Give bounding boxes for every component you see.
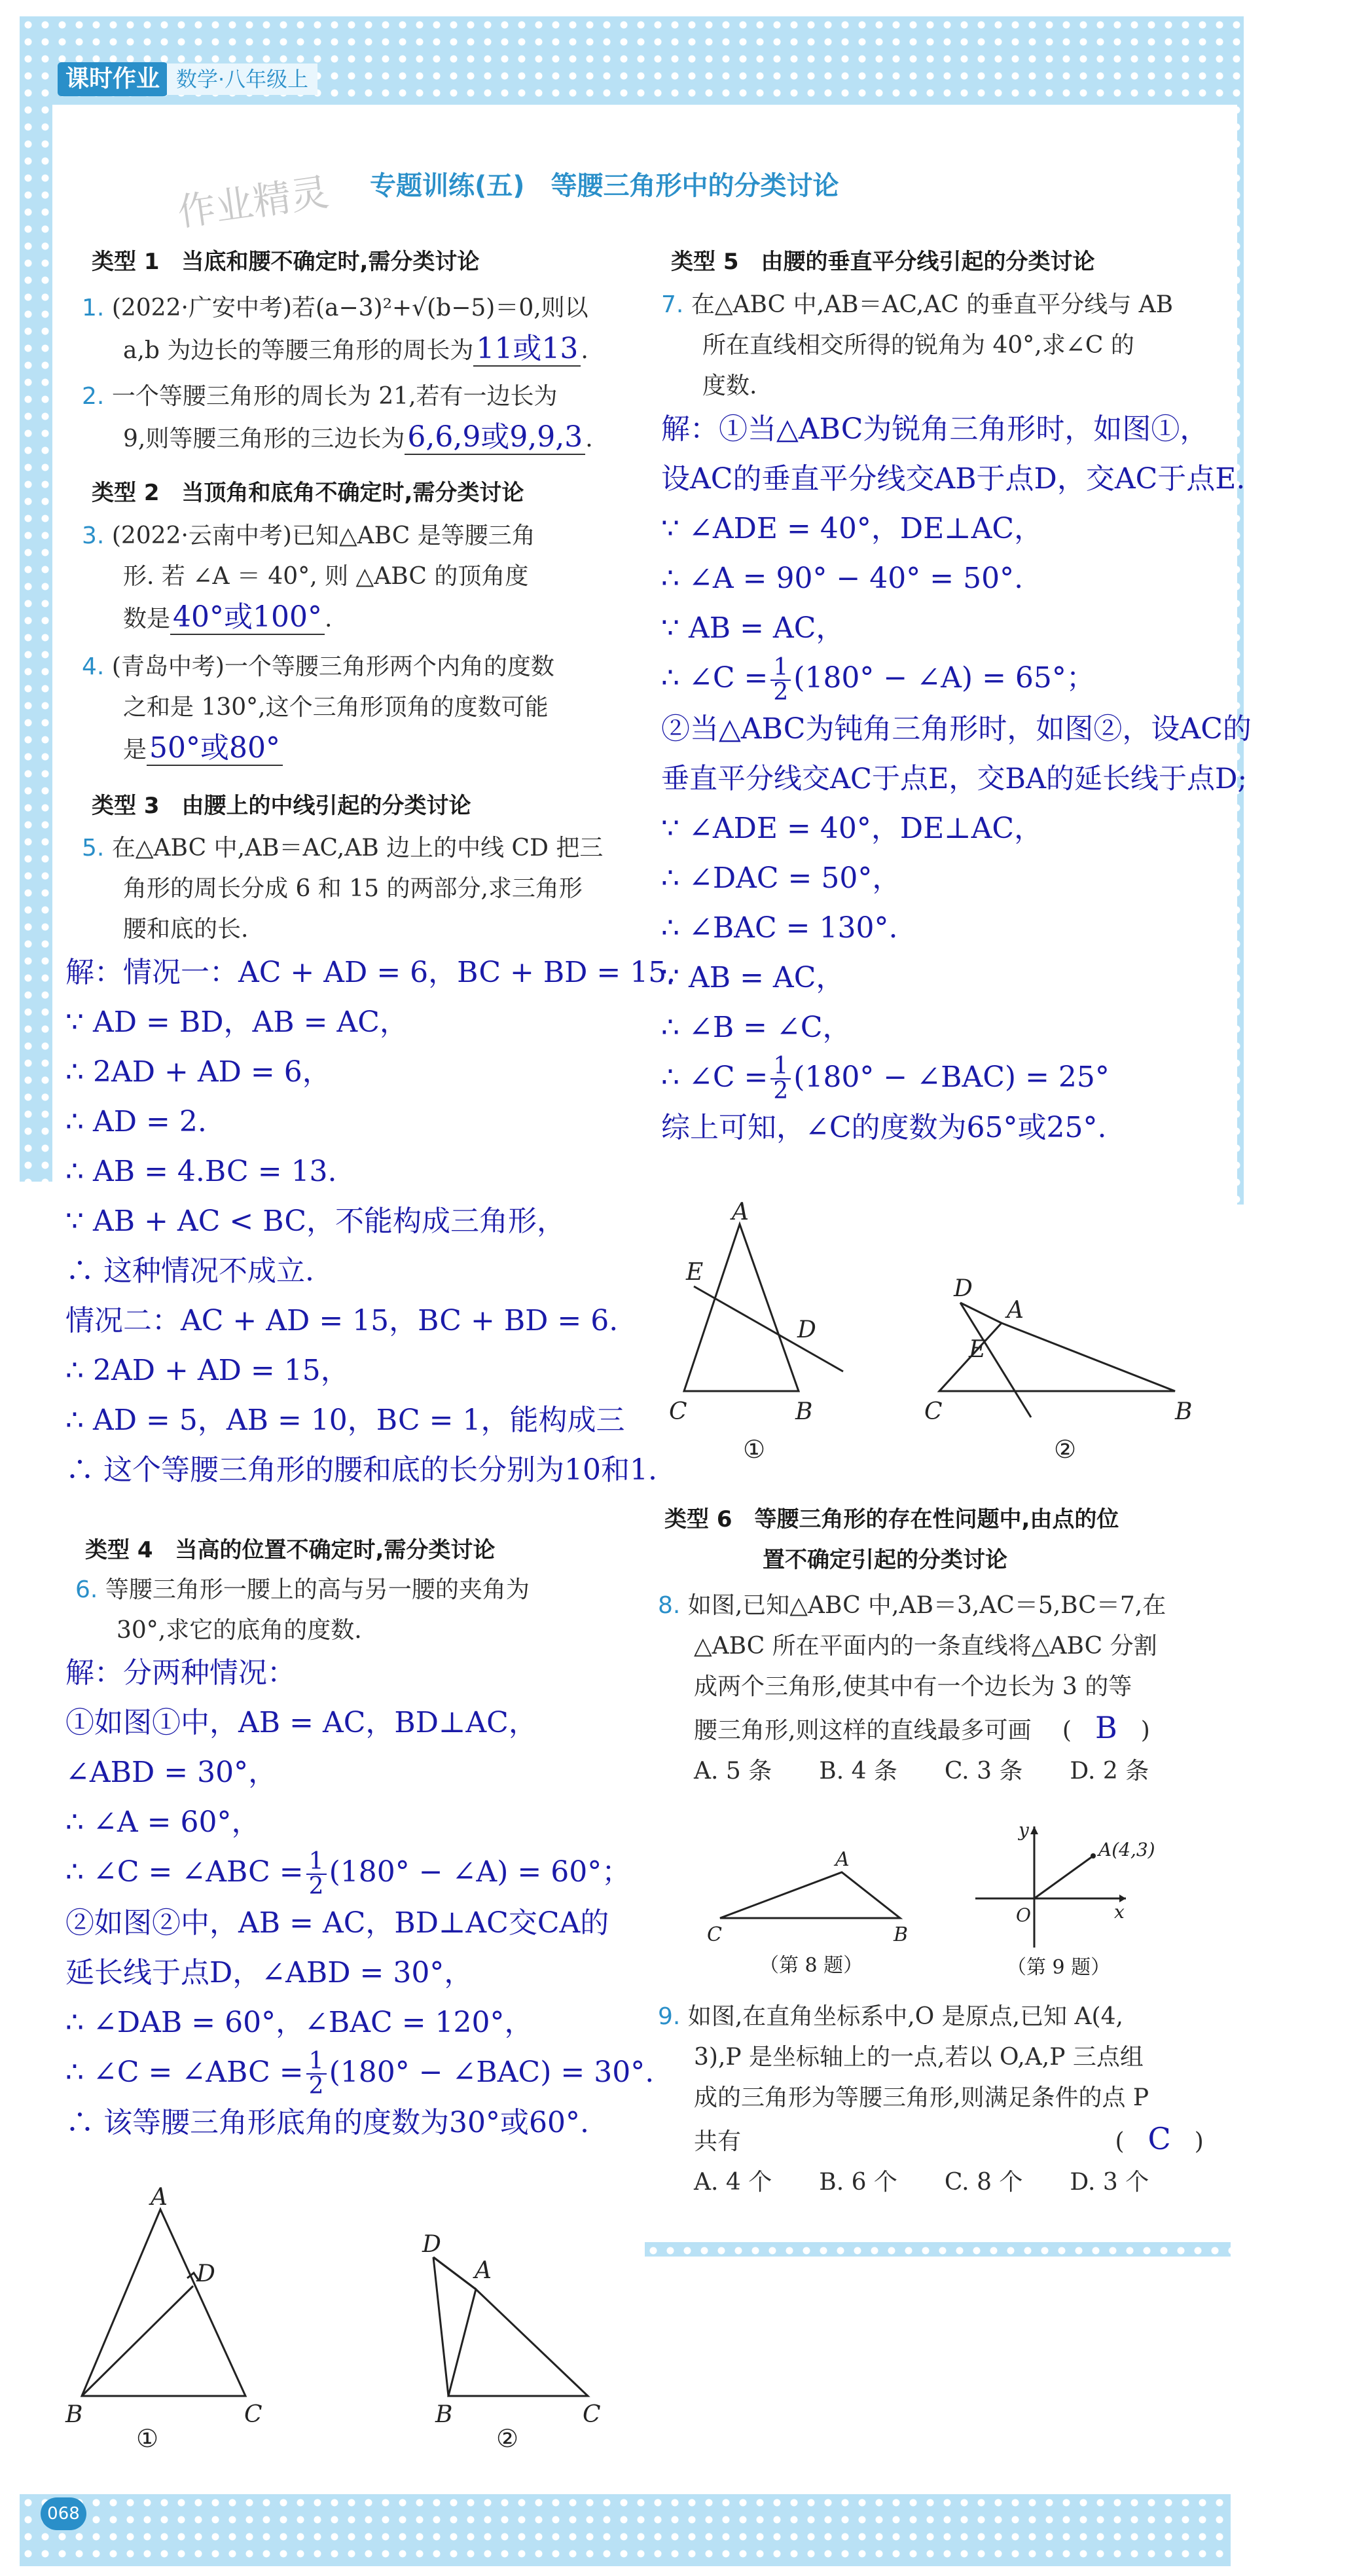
question-text: 共有 [694, 2128, 742, 2155]
label-a2: A [1007, 1297, 1024, 1324]
label-y: y [1019, 1819, 1029, 1841]
question-text: (2022·广安中考)若(a−3)²+√(b−5)＝0,则以 [111, 295, 588, 321]
label-a: A [732, 1199, 749, 1225]
watermark: 作业精灵 [175, 170, 332, 235]
answer-5 [65, 948, 676, 1495]
question-5 [82, 828, 645, 950]
answer-line: 解：①当△ABC为锐角三角形时，如图①， [661, 412, 1209, 446]
question-number: 5. [82, 835, 105, 862]
options: A. 5 条 B. 4 条 C. 3 条 D. 2 条 [694, 1758, 1149, 1785]
fraction: $\frac{1}{2}$ [770, 656, 791, 704]
y-arrow [1030, 1826, 1038, 1834]
label-point-a: A(4,3) [1098, 1839, 1155, 1860]
section-4-heading: 类型 4 当高的位置不确定时,需分类讨论 [85, 1537, 496, 1563]
answer-line: ∴ ∠DAC = 50°， [661, 861, 901, 895]
caption-1: ① [743, 1435, 766, 1464]
question-text: 在△ABC 中,AB＝AC,AC 的垂直平分线与 AB [691, 291, 1174, 318]
label-b: B [795, 1398, 813, 1425]
segment-da [433, 2257, 476, 2289]
answer-line: ∴ ∠DAB = 60°，∠BAC = 120°， [65, 2005, 533, 2039]
question-text: 成两个三角形,使其中有一个边长为 3 的等 [694, 1673, 1132, 1700]
answer-line: 综上可知，∠C的度数为65°或25°. [661, 1111, 1107, 1144]
question-text: 形. 若 ∠A ＝ 40°, 则 △ABC 的顶角度 [123, 563, 529, 590]
punctuation: . [585, 426, 593, 452]
caption-2: ② [1054, 1435, 1077, 1464]
label-b2: B [435, 2401, 453, 2428]
figure-9 [962, 1817, 1178, 1980]
question-text: 之和是 130°,这个三角形顶角的度数可能 [123, 694, 549, 721]
answer-line: ∴ AD = 5，AB = 10，BC = 1，能构成三 [65, 1404, 625, 1437]
question-number: 6. [75, 1576, 98, 1603]
question-text: 9,则等腰三角形的三边长为 [123, 426, 405, 452]
question-6 [75, 1570, 645, 1651]
point-a [1091, 1853, 1096, 1859]
triangle-abc [720, 1872, 900, 1918]
answer-line: 设AC的垂直平分线交AB于点D，交AC于点E. [661, 462, 1246, 496]
bottom-dot-band [20, 2494, 1231, 2566]
answer-line: 解：情况一：AC + AD = 6，BC + BD = 15. [65, 956, 676, 989]
answer-line: ∴ 2AD + AD = 15， [65, 1354, 350, 1387]
punctuation: . [325, 606, 333, 632]
label-x: x [1114, 1901, 1125, 1923]
answer-line: ∵ AD = BD，AB = AC， [65, 1006, 408, 1039]
question-number: 9. [658, 2003, 681, 2030]
punctuation: . [581, 337, 588, 364]
section-6-line-2: 置不确定引起的分类讨论 [763, 1547, 1007, 1573]
label-o: O [1016, 1904, 1031, 1926]
question-number: 2. [82, 383, 105, 410]
label-d2: D [954, 1275, 973, 1302]
perp-bisector-1 [694, 1286, 843, 1371]
fraction: $\frac{1}{2}$ [306, 2050, 327, 2098]
answer-line: ∴ ∠C = $\frac{1}{2}$ (180° − ∠A) = 65°； [661, 653, 1095, 706]
question-2 [82, 376, 645, 460]
answer-blank: 6,6,9或9,9,3 [405, 420, 585, 455]
answer-line: ∴ 该等腰三角形底角的度数为30°或60°. [65, 2106, 589, 2139]
answer-line: ∴ ∠C = $\frac{1}{2}$ (180° − ∠BAC) = 25° [661, 1053, 1110, 1104]
triangle-1 [684, 1224, 799, 1391]
question-text: 腰和底的长. [123, 916, 249, 943]
question-text: 如图,已知△ABC 中,AB＝3,AC＝5,BC＝7,在 [687, 1592, 1166, 1619]
section-1-heading: 类型 1 当底和腰不确定时,需分类讨论 [92, 249, 480, 275]
altitude-bd-2 [433, 2257, 448, 2396]
answer-line: ∵ AB = AC， [661, 611, 845, 645]
answer-line: ∴ ∠BAC = 130°. [661, 911, 898, 945]
answer-line: ∵ AB = AC， [661, 960, 845, 994]
label-a: A [835, 1848, 850, 1871]
answer-7 [661, 405, 1252, 1153]
label-d: D [797, 1316, 816, 1343]
label-d: D [196, 2260, 215, 2287]
answer-line: 垂直平分线交AC于点E，交BA的延长线于点D; [661, 762, 1247, 795]
question-text: 等腰三角形一腰上的高与另一腰的夹角为 [105, 1576, 530, 1603]
answer-line: ∵ ∠ADE = 40°，DE⊥AC， [661, 512, 1043, 545]
triangle-1 [82, 2209, 245, 2396]
answer-line: ∴ 2AD + AD = 6， [65, 1055, 331, 1089]
figure-9-caption: （第 9 题） [1007, 1956, 1111, 1979]
question-text: 是 [123, 736, 147, 763]
label-a2: A [475, 2257, 492, 2284]
answer-line: ∴ ∠C = ∠ABC = $\frac{1}{2}$ (180° − ∠A) = 60°； [65, 1847, 631, 1900]
answer-line: ∴ ∠A = 90° − 40° = 50°. [661, 562, 1024, 595]
question-text: 一个等腰三角形的周长为 21,若有一边长为 [111, 383, 558, 410]
triangle-2 [448, 2289, 588, 2396]
answer-paren: ( B ) [1062, 1710, 1150, 1745]
label-d2: D [422, 2231, 441, 2258]
answer-line: ∴ ∠B = ∠C， [661, 1010, 852, 1044]
question-number: 3. [82, 522, 105, 549]
figure-8-caption: （第 8 题） [759, 1954, 863, 1977]
question-3 [82, 516, 645, 640]
figure-6 [59, 2184, 601, 2453]
label-c: C [707, 1923, 722, 1946]
section-2-heading: 类型 2 当顶角和底角不确定时,需分类讨论 [92, 480, 524, 506]
answer-blank: 40°或100° [170, 600, 325, 635]
answer-line: ∴ ∠A = 60°， [65, 1805, 261, 1839]
altitude-bd [82, 2286, 193, 2396]
brand-badge: 课时作业 [58, 62, 168, 96]
fraction: $\frac{1}{2}$ [770, 1055, 791, 1103]
answer-line: ∵ ∠ADE = 40°，DE⊥AC， [661, 811, 1043, 845]
label-b: B [894, 1923, 909, 1946]
section-5-heading: 类型 5 由腰的垂直平分线引起的分类讨论 [671, 249, 1095, 275]
answer-line: ①如图①中，AB = AC，BD⊥AC， [65, 1706, 537, 1739]
figure-7 [661, 1201, 1224, 1463]
answer-paren: ( C ) [1115, 2121, 1204, 2156]
question-number: 7. [661, 291, 684, 318]
label-c2: C [924, 1398, 943, 1425]
question-8 [658, 1586, 1234, 1792]
question-text: 如图,在直角坐标系中,O 是原点,已知 A(4, [687, 2003, 1123, 2030]
answer-6 [65, 1648, 654, 2148]
section-3-heading: 类型 3 由腰上的中线引起的分类讨论 [92, 793, 471, 819]
label-c: C [244, 2401, 262, 2428]
caption-2: ② [496, 2424, 519, 2453]
answer-blank: 50°或80° [147, 731, 283, 766]
answer-line: 延长线于点D，∠ABD = 30°， [65, 1955, 473, 1989]
question-7 [661, 285, 1237, 407]
answer-blank: 11或13 [473, 332, 581, 367]
answer-line: 解：分两种情况： [65, 1656, 296, 1690]
answer-line: ②当△ABC为钝角三角形时，如图②，设AC的 [661, 712, 1252, 746]
subject-label: 数学·八年级上 [167, 63, 317, 95]
question-text: 成的三角形为等腰三角形,则满足条件的点 P [694, 2084, 1149, 2111]
answer-line: ②如图②中，AB = AC，BD⊥AC交CA的 [65, 1906, 609, 1940]
choice-answer: B [1094, 1710, 1117, 1745]
question-9 [658, 1997, 1234, 2203]
question-text: △ABC 所在平面内的一条直线将△ABC 分割 [694, 1633, 1157, 1660]
section-6-line-1: 类型 6 等腰三角形的存在性问题中,由点的位 [664, 1506, 1119, 1533]
question-text: 30°,求它的底角的度数. [117, 1617, 362, 1644]
options: A. 4 个 B. 6 个 C. 8 个 D. 3 个 [694, 2169, 1149, 2196]
label-b: B [65, 2401, 83, 2428]
question-text: 度数. [702, 372, 757, 399]
question-text: (青岛中考)一个等腰三角形两个内角的度数 [111, 653, 554, 680]
question-1 [82, 288, 645, 371]
label-b2: B [1175, 1398, 1193, 1425]
answer-line: ∴ AB = 4.BC = 13. [65, 1155, 337, 1188]
right-bottom-strip [645, 2242, 1231, 2257]
label-e: E [686, 1259, 704, 1286]
answer-line: ∴ AD = 2. [65, 1105, 207, 1138]
label-c2: C [583, 2401, 601, 2428]
fraction: $\frac{1}{2}$ [306, 1850, 327, 1898]
answer-line: ∴ 这个等腰三角形的腰和底的长分别为10和1. [65, 1453, 657, 1487]
answer-line: ∴ ∠C = ∠ABC = $\frac{1}{2}$ (180° − ∠BAC) = 30°. [65, 2048, 655, 2099]
question-text: 角形的周长分成 6 和 15 的两部分,求三角形 [123, 875, 583, 902]
question-4 [82, 647, 645, 771]
question-number: 4. [82, 653, 105, 680]
section-6-heading [664, 1499, 1119, 1580]
label-e2: E [969, 1336, 986, 1363]
question-number: 8. [658, 1592, 681, 1619]
page-title: 专题训练(五) 等腰三角形中的分类讨论 [370, 171, 839, 201]
answer-line: 情况二：AC + AD = 15，BC + BD = 6. [65, 1304, 619, 1337]
label-a: A [151, 2184, 168, 2211]
question-text: 在△ABC 中,AB＝AC,AB 边上的中线 CD 把三 [111, 835, 604, 862]
caption-1: ① [136, 2424, 159, 2453]
answer-line: ∵ AB + AC < BC，不能构成三角形， [65, 1205, 566, 1238]
page-number: 068 [41, 2497, 86, 2530]
figure-8 [707, 1840, 943, 1977]
question-text: a,b 为边长的等腰三角形的周长为 [123, 337, 474, 364]
answer-line: ∴ 这种情况不成立. [65, 1254, 314, 1288]
question-text: 数是 [123, 606, 171, 632]
answer-line: ∠ABD = 30°， [65, 1756, 278, 1789]
question-number: 1. [82, 295, 105, 321]
question-text: 腰三角形,则这样的直线最多可画 [694, 1717, 1032, 1744]
segment-oa [1034, 1856, 1093, 1898]
question-text: (2022·云南中考)已知△ABC 是等腰三角 [111, 522, 535, 549]
choice-answer: C [1147, 2121, 1171, 2156]
label-c: C [669, 1398, 687, 1425]
question-text: 所在直线相交所得的锐角为 40°,求∠C 的 [702, 332, 1134, 359]
question-text: 3),P 是坐标轴上的一点,若以 O,A,P 三点组 [694, 2044, 1144, 2071]
